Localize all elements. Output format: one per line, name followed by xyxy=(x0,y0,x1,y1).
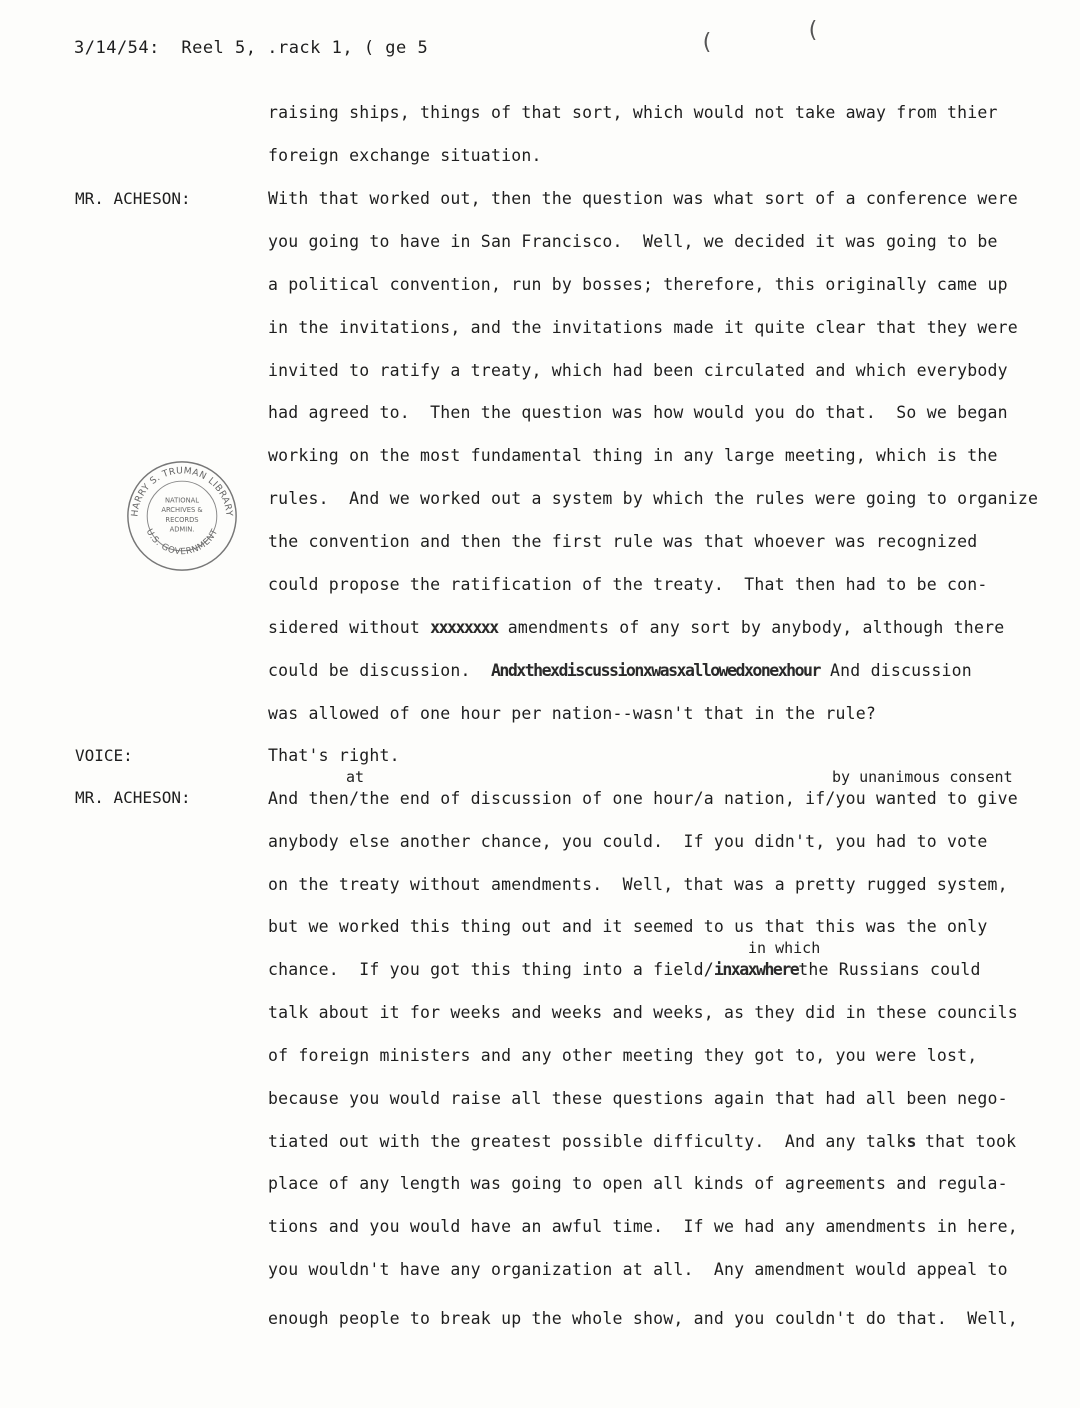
text-line: had agreed to. Then the question was how would you do that. So we began xyxy=(268,403,1008,422)
strikeout-text: xxxxxxxx xyxy=(430,618,498,637)
text-segment: sidered without xyxy=(268,618,421,637)
text-line: rules. And we worked out a system by which the rules were going to organize xyxy=(268,489,1039,508)
text-line: but we worked this thing out and it seemed to us that this was the only xyxy=(268,917,988,936)
text-line: enough people to break up the whole show, and you couldn't do that. Well, xyxy=(268,1309,1018,1328)
text-line: in the invitations, and the invitations made it quite clear that they were xyxy=(268,318,1018,337)
interlinear-insertion: in which xyxy=(748,939,821,957)
stamp-text: NATIONAL xyxy=(165,496,199,505)
page-header: 3/14/54: Reel 5, .rack 1, ( ge 5 xyxy=(74,38,429,58)
speaker-label: VOICE: xyxy=(75,746,133,765)
text-line: anybody else another chance, you could. If you didn't, you had to vote xyxy=(268,832,988,851)
text-line: could propose the ratification of the treaty. That then had to be con- xyxy=(268,575,988,594)
stamp-text: RECORDS xyxy=(165,515,199,524)
text-line: was allowed of one hour per nation--wasn't that in the rule? xyxy=(268,704,877,723)
text-line: the convention and then the first rule was that whoever was recognized xyxy=(268,532,978,551)
text-line: place of any length was going to open all kinds of agreements and regula- xyxy=(268,1174,1008,1193)
text-line: of foreign ministers and any other meeting they got to, you were lost, xyxy=(268,1046,978,1065)
speaker-label: MR. ACHESON: xyxy=(75,788,191,807)
text-line: With that worked out, then the question was what sort of a conference were xyxy=(268,189,1018,208)
text-line xyxy=(268,661,972,680)
speaker-label: MR. ACHESON: xyxy=(75,189,191,208)
text-line: And then/the end of discussion of one hour/a nation, if/you wanted to give xyxy=(268,789,1018,808)
text-segment: tiated out with the greatest possible difficulty. And any talk xyxy=(268,1132,907,1151)
strikeout-text: Andxthexdiscussionxwasxallowedxonexhour xyxy=(490,661,820,680)
text-segment: chance. If you got this thing into a field/ xyxy=(268,960,714,979)
text-line: a political convention, run by bosses; therefore, this originally came up xyxy=(268,275,1008,294)
text-line: talk about it for weeks and weeks and weeks, as they did in these councils xyxy=(268,1003,1018,1022)
text-line: invited to ratify a treaty, which had been circulated and which everybody xyxy=(268,361,1008,380)
text-line: because you would raise all these questions again that had all been nego- xyxy=(268,1089,1008,1108)
text-line xyxy=(268,618,1004,637)
text-line: tions and you would have an awful time. If we had any amendments in here, xyxy=(268,1217,1018,1236)
text-line: That's right. xyxy=(268,746,400,765)
text-segment: that took xyxy=(925,1132,1017,1151)
text-line: you going to have in San Francisco. Well, we decided it was going to be xyxy=(268,232,998,251)
stamp-text: HARRY S. TRUMAN LIBRARY xyxy=(129,465,235,518)
strikeout-text: s xyxy=(906,1132,915,1151)
interlinear-insertion: by unanimous consent xyxy=(832,768,1013,786)
text-line: working on the most fundamental thing in any large meeting, which is the xyxy=(268,446,998,465)
paren-mark: ( xyxy=(806,18,820,43)
stamp-text: ARCHIVES & xyxy=(161,506,203,515)
strikeout-text: inxaxwhere xyxy=(713,960,799,979)
text-segment: And discussion xyxy=(830,661,972,680)
text-line: you wouldn't have any organization at all. Any amendment would appeal to xyxy=(268,1260,1008,1279)
stamp-text: U.S. GOVERNMENT xyxy=(143,527,221,558)
text-line: raising ships, things of that sort, which would not take away from thier xyxy=(268,103,998,122)
paren-mark: ( xyxy=(700,30,714,55)
text-segment: amendments of any sort by anybody, although there xyxy=(507,618,1005,637)
interlinear-insertion: at xyxy=(346,768,365,786)
text-line: foreign exchange situation. xyxy=(268,146,542,165)
text-segment: could be discussion. xyxy=(268,661,471,680)
text-line xyxy=(268,960,981,979)
text-segment: the Russians could xyxy=(798,960,981,979)
archive-stamp xyxy=(124,458,240,574)
stamp-text: ADMIN. xyxy=(169,525,195,534)
text-line xyxy=(268,1132,1016,1151)
text-line: on the treaty without amendments. Well, that was a pretty rugged system, xyxy=(268,875,1008,894)
